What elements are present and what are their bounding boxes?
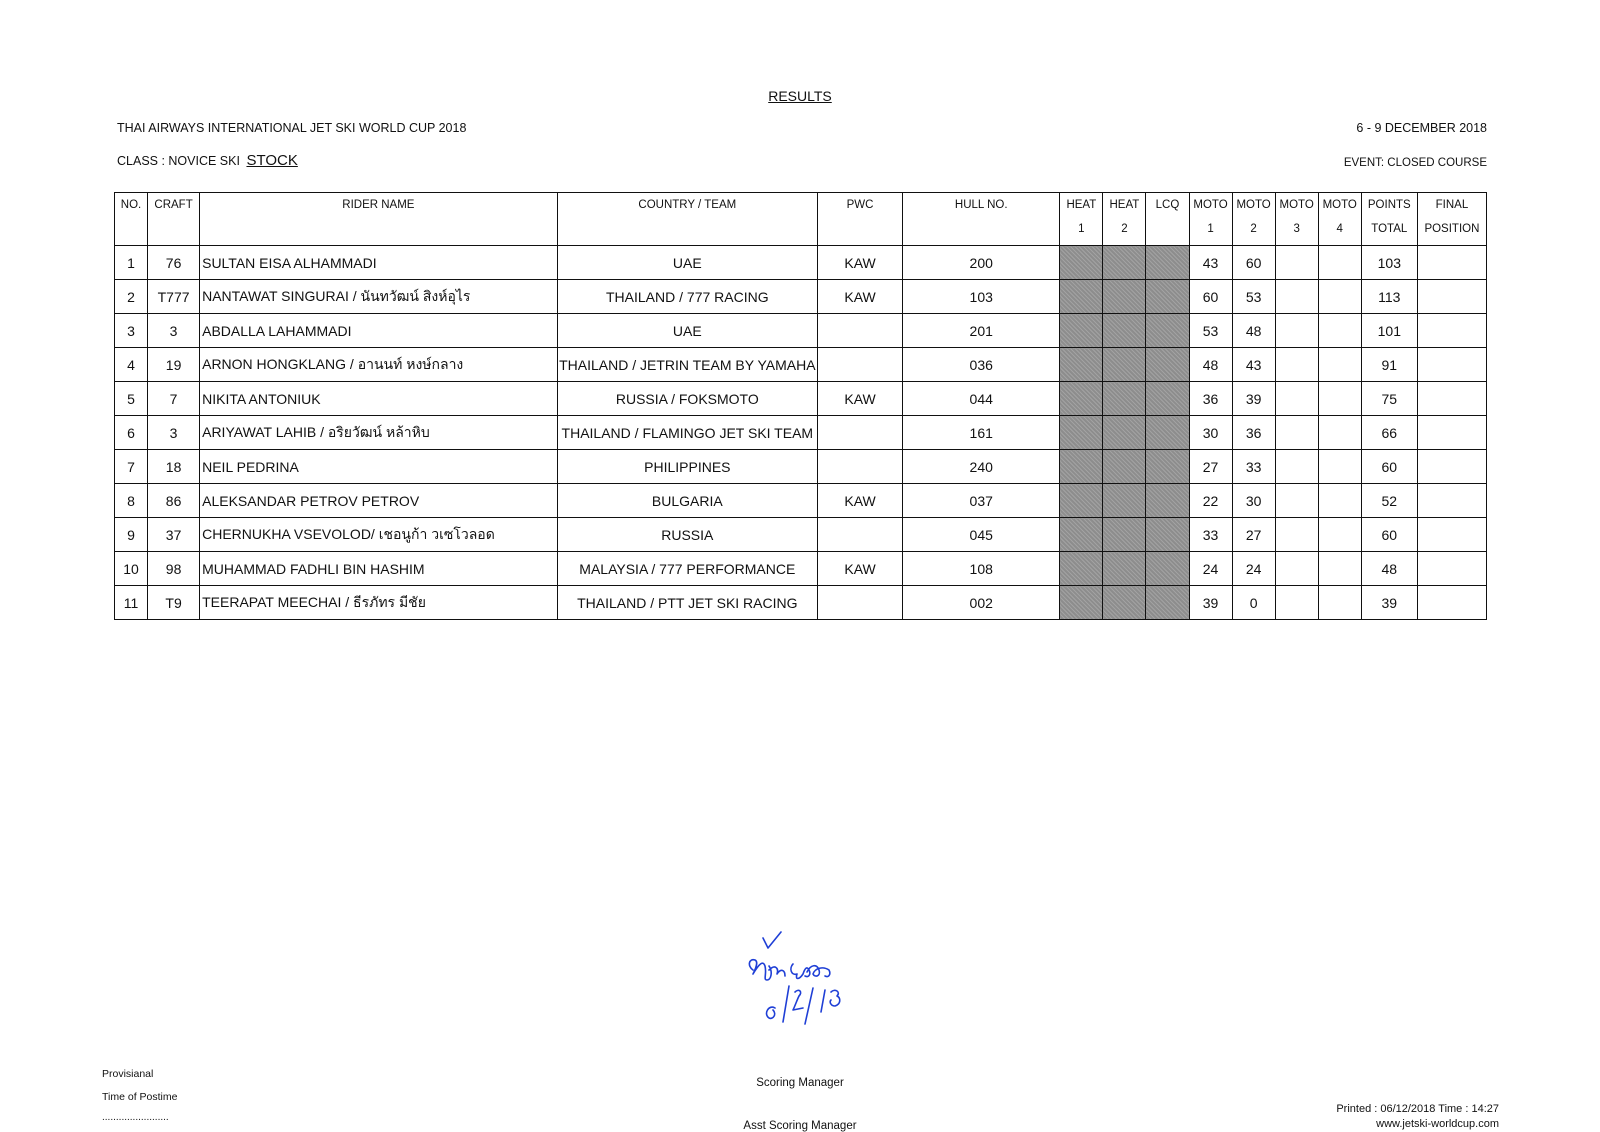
cell-heat-2 [1103,586,1146,620]
cell-final-position [1417,280,1486,314]
cell-rider-name: ARIYAWAT LAHIB / อริยวัฒน์ หล้าหิบ [200,416,558,450]
cell-country-team: THAILAND / JETRIN TEAM BY YAMAHA [557,348,817,382]
cell-no: 1 [115,246,148,280]
cell-lcq [1146,552,1189,586]
cell-points-total: 60 [1361,518,1417,552]
cell-rider-name: CHERNUKHA VSEVOLOD/ เชอนูก้า วเซโวลอด [200,518,558,552]
cell-country-team: RUSSIA / FOKSMOTO [557,382,817,416]
col-moto-4: MOTO 4 [1318,193,1361,246]
cell-final-position [1417,518,1486,552]
cell-rider-name: ALEKSANDAR PETROV PETROV [200,484,558,518]
cell-heat-1 [1060,280,1103,314]
cell-moto-4 [1318,450,1361,484]
cell-moto-4 [1318,246,1361,280]
postime-blank-line: ........................ [102,1112,169,1123]
results-body [115,246,1487,620]
cell-no: 4 [115,348,148,382]
cell-moto-1: 24 [1189,552,1232,586]
cell-craft: 98 [148,552,200,586]
cell-lcq [1146,348,1189,382]
cell-final-position [1417,348,1486,382]
cell-moto-2: 53 [1232,280,1275,314]
asst-scoring-manager-label: Asst Scoring Manager [743,1120,857,1132]
cell-moto-2: 27 [1232,518,1275,552]
table-header-row [115,193,1487,246]
cell-moto-3 [1275,314,1318,348]
cell-moto-2: 60 [1232,246,1275,280]
cell-pwc: KAW [818,246,903,280]
cell-pwc [818,348,903,382]
table-row [115,314,1487,348]
col-moto-1: MOTO 1 [1189,193,1232,246]
cell-moto-1: 53 [1189,314,1232,348]
cell-moto-4 [1318,484,1361,518]
col-moto-2: MOTO 2 [1232,193,1275,246]
cell-moto-4 [1318,416,1361,450]
col-no: NO. [115,193,148,246]
cell-moto-2: 0 [1232,586,1275,620]
cell-craft: T777 [148,280,200,314]
cell-heat-1 [1060,484,1103,518]
class-value: STOCK [246,152,298,169]
table-row [115,416,1487,450]
time-of-postime-label: Time of Postime [102,1091,178,1103]
table-row [115,518,1487,552]
cell-rider-name: NANTAWAT SINGURAI / นันทวัฒน์ สิงห์อุไร [200,280,558,314]
cell-pwc: KAW [818,484,903,518]
cell-heat-2 [1103,246,1146,280]
cell-heat-1 [1060,586,1103,620]
cell-country-team: THAILAND / PTT JET SKI RACING [557,586,817,620]
cell-moto-1: 27 [1189,450,1232,484]
col-points-total: POINTS TOTAL [1361,193,1417,246]
cell-no: 7 [115,450,148,484]
cell-moto-2: 24 [1232,552,1275,586]
cell-pwc [818,586,903,620]
cell-craft: 3 [148,314,200,348]
cell-no: 11 [115,586,148,620]
cell-heat-1 [1060,552,1103,586]
col-country-team: COUNTRY / TEAM [557,193,817,246]
cell-country-team: MALAYSIA / 777 PERFORMANCE [557,552,817,586]
cell-rider-name: ABDALLA LAHAMMADI [200,314,558,348]
cell-moto-3 [1275,450,1318,484]
cell-final-position [1417,586,1486,620]
cell-moto-1: 48 [1189,348,1232,382]
cell-moto-4 [1318,552,1361,586]
cell-moto-3 [1275,416,1318,450]
table-row [115,280,1487,314]
cell-final-position [1417,552,1486,586]
col-rider-name: RIDER NAME [200,193,558,246]
cell-heat-2 [1103,450,1146,484]
class-line [117,152,298,169]
scoring-manager-label: Scoring Manager [756,1077,844,1089]
cell-craft: 7 [148,382,200,416]
cell-craft: 86 [148,484,200,518]
cell-lcq [1146,586,1189,620]
cell-moto-1: 33 [1189,518,1232,552]
cell-heat-1 [1060,416,1103,450]
cell-points-total: 39 [1361,586,1417,620]
cell-country-team: UAE [557,246,817,280]
col-craft: CRAFT [148,193,200,246]
cell-heat-2 [1103,518,1146,552]
event-dates: 6 - 9 DECEMBER 2018 [1356,121,1487,135]
cell-hull-no: 037 [903,484,1060,518]
cell-moto-1: 22 [1189,484,1232,518]
col-final-position: FINAL POSITION [1417,193,1486,246]
cell-points-total: 66 [1361,416,1417,450]
cell-craft: 37 [148,518,200,552]
cell-final-position [1417,246,1486,280]
cell-hull-no: 201 [903,314,1060,348]
col-heat-1: HEAT 1 [1060,193,1103,246]
cell-lcq [1146,416,1189,450]
cell-moto-2: 33 [1232,450,1275,484]
cell-country-team: PHILIPPINES [557,450,817,484]
cell-points-total: 91 [1361,348,1417,382]
cell-no: 5 [115,382,148,416]
cell-craft: 18 [148,450,200,484]
cell-hull-no: 240 [903,450,1060,484]
cell-final-position [1417,484,1486,518]
cell-no: 8 [115,484,148,518]
cell-lcq [1146,484,1189,518]
cell-heat-1 [1060,314,1103,348]
cell-moto-1: 43 [1189,246,1232,280]
printed-timestamp: Printed : 06/12/2018 Time : 14:27 [1336,1103,1499,1115]
table-row [115,552,1487,586]
col-moto-3: MOTO 3 [1275,193,1318,246]
cell-rider-name: SULTAN EISA ALHAMMADI [200,246,558,280]
cell-points-total: 113 [1361,280,1417,314]
table-row [115,484,1487,518]
cell-pwc: KAW [818,552,903,586]
cell-craft: T9 [148,586,200,620]
cell-heat-1 [1060,518,1103,552]
cell-pwc [818,314,903,348]
cell-country-team: UAE [557,314,817,348]
event-name: THAI AIRWAYS INTERNATIONAL JET SKI WORLD CUP 2018 [117,121,467,135]
cell-moto-4 [1318,314,1361,348]
provisional-label: Provisianal [102,1068,154,1080]
cell-moto-1: 30 [1189,416,1232,450]
table-row [115,586,1487,620]
cell-heat-2 [1103,280,1146,314]
cell-lcq [1146,314,1189,348]
table-row [115,382,1487,416]
cell-moto-3 [1275,518,1318,552]
cell-points-total: 48 [1361,552,1417,586]
page-title: RESULTS [768,88,832,104]
cell-moto-3 [1275,586,1318,620]
cell-craft: 19 [148,348,200,382]
cell-hull-no: 200 [903,246,1060,280]
cell-lcq [1146,518,1189,552]
cell-lcq [1146,382,1189,416]
cell-moto-4 [1318,586,1361,620]
table-row [115,246,1487,280]
cell-points-total: 75 [1361,382,1417,416]
cell-rider-name: NIKITA ANTONIUK [200,382,558,416]
table-row [115,348,1487,382]
cell-pwc [818,518,903,552]
cell-moto-4 [1318,280,1361,314]
cell-hull-no: 161 [903,416,1060,450]
results-table [114,192,1487,620]
cell-final-position [1417,450,1486,484]
handwritten-signature [745,930,865,1045]
cell-no: 10 [115,552,148,586]
cell-heat-2 [1103,314,1146,348]
cell-pwc [818,450,903,484]
cell-no: 3 [115,314,148,348]
cell-moto-3 [1275,348,1318,382]
event-type: EVENT: CLOSED COURSE [1343,157,1487,169]
class-label: CLASS : NOVICE SKI [117,154,240,168]
cell-moto-4 [1318,348,1361,382]
cell-no: 9 [115,518,148,552]
cell-moto-3 [1275,382,1318,416]
cell-heat-2 [1103,348,1146,382]
cell-lcq [1146,246,1189,280]
cell-moto-2: 43 [1232,348,1275,382]
cell-hull-no: 044 [903,382,1060,416]
cell-country-team: THAILAND / FLAMINGO JET SKI TEAM [557,416,817,450]
cell-points-total: 103 [1361,246,1417,280]
cell-no: 2 [115,280,148,314]
cell-heat-2 [1103,416,1146,450]
cell-heat-1 [1060,382,1103,416]
cell-pwc [818,416,903,450]
cell-hull-no: 045 [903,518,1060,552]
cell-lcq [1146,280,1189,314]
cell-hull-no: 002 [903,586,1060,620]
cell-moto-4 [1318,518,1361,552]
cell-final-position [1417,416,1486,450]
website-url: www.jetski-worldcup.com [1376,1118,1499,1130]
cell-craft: 3 [148,416,200,450]
cell-lcq [1146,450,1189,484]
cell-moto-4 [1318,382,1361,416]
cell-rider-name: ARNON HONGKLANG / อานนท์ หงษ์กลาง [200,348,558,382]
cell-moto-3 [1275,280,1318,314]
cell-moto-1: 39 [1189,586,1232,620]
col-hull-no: HULL NO. [903,193,1060,246]
cell-heat-2 [1103,484,1146,518]
cell-moto-2: 48 [1232,314,1275,348]
cell-moto-3 [1275,552,1318,586]
cell-heat-2 [1103,382,1146,416]
cell-moto-3 [1275,246,1318,280]
cell-final-position [1417,314,1486,348]
cell-moto-3 [1275,484,1318,518]
cell-heat-1 [1060,246,1103,280]
cell-heat-2 [1103,552,1146,586]
cell-craft: 76 [148,246,200,280]
cell-moto-2: 30 [1232,484,1275,518]
cell-moto-2: 36 [1232,416,1275,450]
cell-country-team: BULGARIA [557,484,817,518]
cell-rider-name: NEIL PEDRINA [200,450,558,484]
cell-country-team: THAILAND / 777 RACING [557,280,817,314]
cell-points-total: 60 [1361,450,1417,484]
cell-rider-name: MUHAMMAD FADHLI BIN HASHIM [200,552,558,586]
table-row [115,450,1487,484]
cell-moto-2: 39 [1232,382,1275,416]
col-pwc: PWC [818,193,903,246]
cell-hull-no: 103 [903,280,1060,314]
cell-hull-no: 108 [903,552,1060,586]
cell-country-team: RUSSIA [557,518,817,552]
cell-rider-name: TEERAPAT MEECHAI / ธีรภัทร มีชัย [200,586,558,620]
col-lcq: LCQ [1146,193,1189,246]
cell-heat-1 [1060,450,1103,484]
cell-moto-1: 36 [1189,382,1232,416]
cell-moto-1: 60 [1189,280,1232,314]
col-heat-2: HEAT 2 [1103,193,1146,246]
cell-heat-1 [1060,348,1103,382]
cell-points-total: 101 [1361,314,1417,348]
cell-pwc: KAW [818,280,903,314]
cell-hull-no: 036 [903,348,1060,382]
cell-final-position [1417,382,1486,416]
cell-no: 6 [115,416,148,450]
cell-pwc: KAW [818,382,903,416]
cell-points-total: 52 [1361,484,1417,518]
